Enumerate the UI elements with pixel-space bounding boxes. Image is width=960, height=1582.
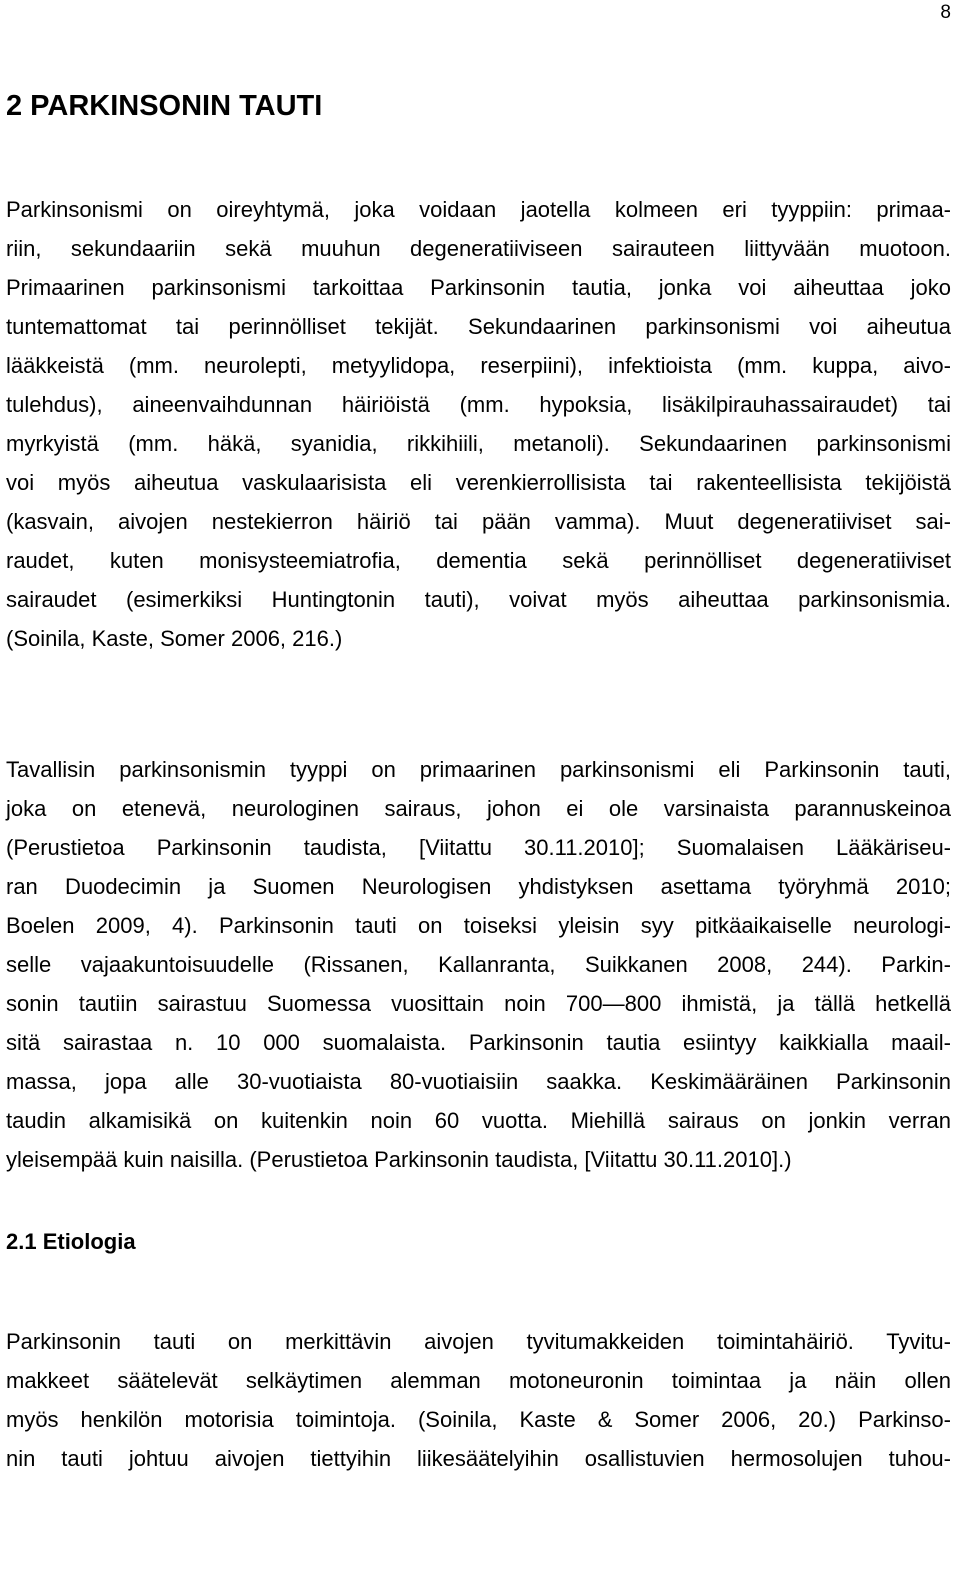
paragraph-etiology	[6, 1322, 951, 1478]
paragraph-line: nin tauti johtuu aivojen tiettyihin liikesäätelyihin osallistuvien hermosolujen tuhou-	[6, 1446, 951, 1471]
paragraph-parkinsonism-types	[6, 190, 951, 658]
paragraph-line: ran Duodecimin ja Suomen Neurologisen yhdistyksen asettama työryhmä 2010;	[6, 874, 951, 899]
paragraph-line: tulehdus), aineenvaihdunnan häiriöistä (mm. hypoksia, lisäkilpirauhassairaudet) tai	[6, 392, 951, 417]
page-number: 8	[940, 2, 951, 23]
paragraph-line: tuntemattomat tai perinnölliset tekijät. Sekundaarinen parkinsonismi voi aiheutua	[6, 314, 951, 339]
paragraph-line: yleisempää kuin naisilla. (Perustietoa Parkinsonin taudista, [Viitattu 30.11.2010].)	[6, 1147, 792, 1172]
paragraph-line: massa, jopa alle 30-vuotiaista 80-vuotiaisiin saakka. Keskimääräinen Parkinsonin	[6, 1069, 951, 1094]
paragraph-line: voi myös aiheutua vaskulaarisista eli verenkierrollisista tai rakenteellisista tekijöistä	[6, 470, 951, 495]
paragraph-line: sonin tautiin sairastuu Suomessa vuosittain noin 700—800 ihmistä, ja tällä hetkellä	[6, 991, 951, 1016]
paragraph-line: (Perustietoa Parkinsonin taudista, [Viitattu 30.11.2010]; Suomalaisen Lääkäriseu-	[6, 835, 951, 860]
paragraph-line: Boelen 2009, 4). Parkinsonin tauti on toiseksi yleisin syy pitkäaikaiselle neurologi-	[6, 913, 951, 938]
paragraph-line: joka on etenevä, neurologinen sairaus, johon ei ole varsinaista parannuskeinoa	[6, 796, 951, 821]
paragraph-line: lääkkeistä (mm. neurolepti, metyylidopa, reserpiini), infektioista (mm. kuppa, aivo-	[6, 353, 951, 378]
paragraph-parkinsons-disease	[6, 750, 951, 1179]
paragraph-line: selle vajaakuntoisuudelle (Rissanen, Kallanranta, Suikkanen 2008, 244). Parkin-	[6, 952, 951, 977]
paragraph-line: myös henkilön motorisia toimintoja. (Soinila, Kaste & Somer 2006, 20.) Parkinso-	[6, 1407, 951, 1432]
section-heading: 2.1 Etiologia	[6, 1229, 136, 1254]
paragraph-line: sitä sairastaa n. 10 000 suomalaista. Parkinsonin tautia esiintyy kaikkialla maail-	[6, 1030, 951, 1055]
paragraph-line: Parkinsonismi on oireyhtymä, joka voidaan jaotella kolmeen eri tyyppiin: primaa-	[6, 197, 951, 222]
paragraph-line: Tavallisin parkinsonismin tyyppi on primaarinen parkinsonismi eli Parkinsonin tauti,	[6, 757, 951, 782]
paragraph-line: riin, sekundaariin sekä muuhun degeneratiiviseen sairauteen liittyvään muotoon.	[6, 236, 951, 261]
paragraph-line: makkeet säätelevät selkäytimen alemman motoneuronin toimintaa ja näin ollen	[6, 1368, 951, 1393]
paragraph-line: Parkinsonin tauti on merkittävin aivojen tyvitumakkeiden toimintahäiriö. Tyvitu-	[6, 1329, 951, 1354]
paragraph-line: Primaarinen parkinsonismi tarkoittaa Parkinsonin tautia, jonka voi aiheuttaa joko	[6, 275, 951, 300]
chapter-heading: 2 PARKINSONIN TAUTI	[6, 90, 323, 122]
paragraph-line: taudin alkamisikä on kuitenkin noin 60 vuotta. Miehillä sairaus on jonkin verran	[6, 1108, 951, 1133]
paragraph-line: (Soinila, Kaste, Somer 2006, 216.)	[6, 626, 343, 651]
paragraph-line: raudet, kuten monisysteemiatrofia, dementia sekä perinnölliset degeneratiiviset	[6, 548, 951, 573]
paragraph-line: (kasvain, aivojen nestekierron häiriö tai pään vamma). Muut degeneratiiviset sai-	[6, 509, 951, 534]
paragraph-line: sairaudet (esimerkiksi Huntingtonin tauti), voivat myös aiheuttaa parkinsonismia.	[6, 587, 951, 612]
paragraph-line: myrkyistä (mm. häkä, syanidia, rikkihiili, metanoli). Sekundaarinen parkinsonismi	[6, 431, 951, 456]
